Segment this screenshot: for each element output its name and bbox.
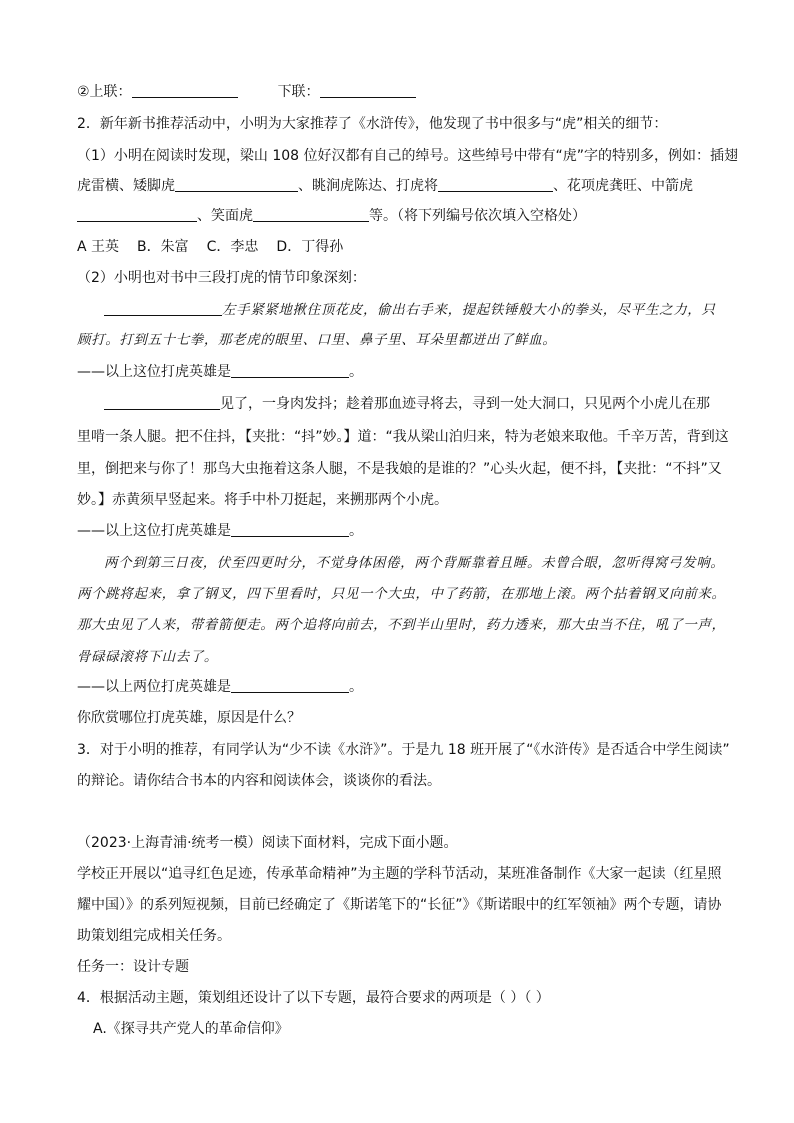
option-b: B．朱富 xyxy=(137,239,189,255)
hero2-blank[interactable] xyxy=(231,522,349,537)
excerpt2-line4: 妙。】赤黄须早竖起来。将手中朴刀挺起，来搠那两个小虎。 xyxy=(77,492,448,508)
hero3-line: ——以上两位打虎英雄是 。 xyxy=(77,679,363,695)
nickname-blank-4[interactable] xyxy=(253,207,369,222)
lower-couplet-blank[interactable] xyxy=(320,83,416,98)
hero3-blank[interactable] xyxy=(231,678,349,693)
excerpt3-line3: 那大虫见了人来，带着箭便走。两个追将向前去，不到半山里时，药力透来，那大虫当不住，吼了一声， xyxy=(77,617,726,633)
hero-excerpt2-blank[interactable] xyxy=(104,395,220,410)
q4-option-a: A.《探寻共产党人的革命信仰》 xyxy=(93,1021,289,1037)
q2-part1-line1: （1）小明在阅读时发现，梁山 108 位好汉都有自己的绰号。这些绰号中带有“虎”字的特别多，例如：插翅 xyxy=(77,148,739,164)
excerpt3-line1: 两个到第三日夜，伏至四更时分，不觉身体困倦，两个背厮靠着且睡。未曾合眼，忽听得窝弓发响。 xyxy=(104,555,725,571)
lower-couplet-label: 下联： xyxy=(277,84,320,100)
excerpt2-line3: 里，倒把来与你了！那鸟大虫拖着这条人腿，不是我娘的是谁的？”心头火起，便不抖，【夹批：“不抖”又 xyxy=(77,461,722,477)
material-line2: 耀中国）》的系列短视频，目前已经确定了《斯诺笔下的“长征”》《斯诺眼中的红军领袖》两个专题，请协 xyxy=(77,897,722,913)
section-source: （2023·上海青浦·统考一模）阅读下面材料，完成下面小题。 xyxy=(77,835,458,851)
hero1-blank[interactable] xyxy=(231,363,349,378)
nickname-blank-1[interactable] xyxy=(175,177,298,192)
excerpt1-line1: 左手紧紧地揪住顶花皮，偷出右手来，提起铁锤般大小的拳头，尽平生之力，只 xyxy=(104,300,716,320)
option-c: C．李忠 xyxy=(206,239,259,255)
material-line1: 学校正开展以“追寻红色足迹，传承革命精神”为主题的学科节活动，某班准备制作《大家一起读（红星照 xyxy=(77,866,722,882)
hero1-line: ——以上这位打虎英雄是 。 xyxy=(77,364,363,380)
hero-excerpt1-blank[interactable] xyxy=(104,301,222,316)
excerpt2-line1: 见了，一身肉发抖；趁着那血迹寻将去，寻到一处大洞口，只见两个小虎儿在那 xyxy=(104,394,710,414)
excerpt3-line4: 骨碌碌滚将下山去了。 xyxy=(77,649,218,665)
option-d: D．丁得孙 xyxy=(276,239,344,255)
appreciate-question: 你欣赏哪位打虎英雄，原因是什么？ xyxy=(77,710,301,726)
upper-couplet-blank[interactable] xyxy=(132,83,238,98)
q3-line2: 的辩论。请你结合书本的内容和阅读体会，谈谈你的看法。 xyxy=(77,773,441,789)
excerpt3-line2: 两个跳将起来，拿了钢叉，四下里看时，只见一个大虫，中了药箭，在那地上滚。两个拈着钢叉向前来。 xyxy=(77,586,726,602)
q2-part2-intro: （2）小明也对书中三段打虎的情节印象深刻： xyxy=(77,270,366,286)
nickname-blank-2[interactable] xyxy=(438,177,553,192)
q2-part1-line2: 虎雷横、矮脚虎 、眺涧虎陈达、打虎将 、花项虎龚旺、中箭虎 xyxy=(77,178,693,194)
upper-couplet-label: ②上联： xyxy=(77,84,132,100)
q2-intro: 2．新年新书推荐活动中，小明为大家推荐了《水浒传》，他发现了书中很多与“虎”相关的细节： xyxy=(77,116,668,132)
material-line3: 助策划组完成相关任务。 xyxy=(77,928,231,944)
excerpt1-line2: 顾打。打到五十七拳，那老虎的眼里、口里、鼻子里、耳朵里都迸出了鲜血。 xyxy=(77,332,557,348)
hero2-line: ——以上这位打虎英雄是 。 xyxy=(77,523,363,539)
nickname-blank-3[interactable] xyxy=(77,207,197,222)
q4-stem: 4．根据活动主题，策划组还设计了以下专题，最符合要求的两项是（ ）（ ） xyxy=(77,990,550,1006)
excerpt2-line2: 里啃一条人腿。把不住抖，【夹批：“抖”妙。】道：“我从梁山泊归来，特为老娘来取他。千辛万苦，背到这 xyxy=(77,429,729,445)
q2-part1-line3: 、笑面虎 等。（将下列编号依次填入空格处） xyxy=(77,206,586,226)
option-a: A 王英 xyxy=(77,239,120,255)
q3-line1: 3．对于小明的推荐，有同学认为“少不读《水浒》”。于是九 18 班开展了“《水浒传》是否适合中学生阅读” xyxy=(77,742,730,758)
task1-heading: 任务一：设计专题 xyxy=(77,959,189,975)
q2-options xyxy=(77,237,343,257)
couplet-answer-line xyxy=(77,82,416,102)
